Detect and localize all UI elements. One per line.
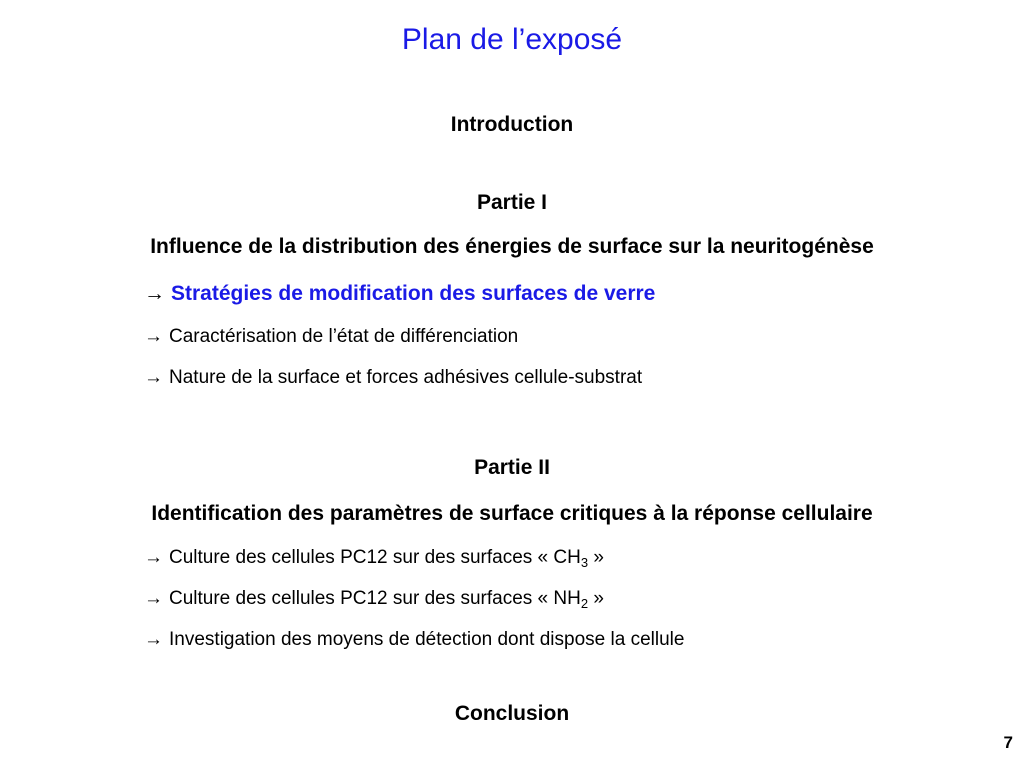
partie-1-item-3 <box>144 367 642 389</box>
partie-1-item-2-text: Caractérisation de l’état de différenciation <box>169 326 519 347</box>
partie-2-item-2 <box>144 588 604 610</box>
partie-1-item-1 <box>144 282 655 306</box>
introduction-heading: Introduction <box>450 113 574 136</box>
partie-2-item-2-subscript: 2 <box>580 596 589 611</box>
partie-2-heading: Identification des paramètres de surface critiques à la réponse cellulaire <box>151 502 873 525</box>
partie-1-heading: Influence de la distribution des énergies de surface sur la neuritogénèse <box>150 235 874 258</box>
partie-2-item-2-text: Culture des cellules PC12 sur des surfaces « NH <box>169 588 581 609</box>
conclusion-heading: Conclusion <box>454 702 570 725</box>
partie-1-item-2 <box>144 326 518 348</box>
partie-2-item-1-text: Culture des cellules PC12 sur des surfaces « CH <box>169 547 581 568</box>
arrow-right-icon: → <box>144 547 163 568</box>
partie-2-label: Partie II <box>474 456 550 479</box>
partie-1-item-3-text: Nature de la surface et forces adhésives cellule-substrat <box>169 367 643 388</box>
partie-2-item-2-suffix: » <box>588 588 604 609</box>
partie-2-item-1-subscript: 3 <box>580 555 589 570</box>
partie-1-item-1-text: Stratégies de modification des surfaces de verre <box>171 282 656 305</box>
partie-2-item-3-text: Investigation des moyens de détection dont dispose la cellule <box>169 629 685 650</box>
partie-2-item-1-suffix: » <box>588 547 604 568</box>
arrow-right-icon: → <box>144 367 163 388</box>
slide-title: Plan de l’exposé <box>401 23 623 56</box>
partie-1-label: Partie I <box>476 191 548 214</box>
arrow-right-icon: → <box>144 326 163 347</box>
arrow-right-icon: → <box>144 282 165 305</box>
arrow-right-icon: → <box>144 588 163 609</box>
page-number: 7 <box>1003 733 1013 752</box>
partie-2-item-1 <box>144 547 604 569</box>
arrow-right-icon: → <box>144 629 163 650</box>
partie-2-item-3 <box>144 629 684 651</box>
